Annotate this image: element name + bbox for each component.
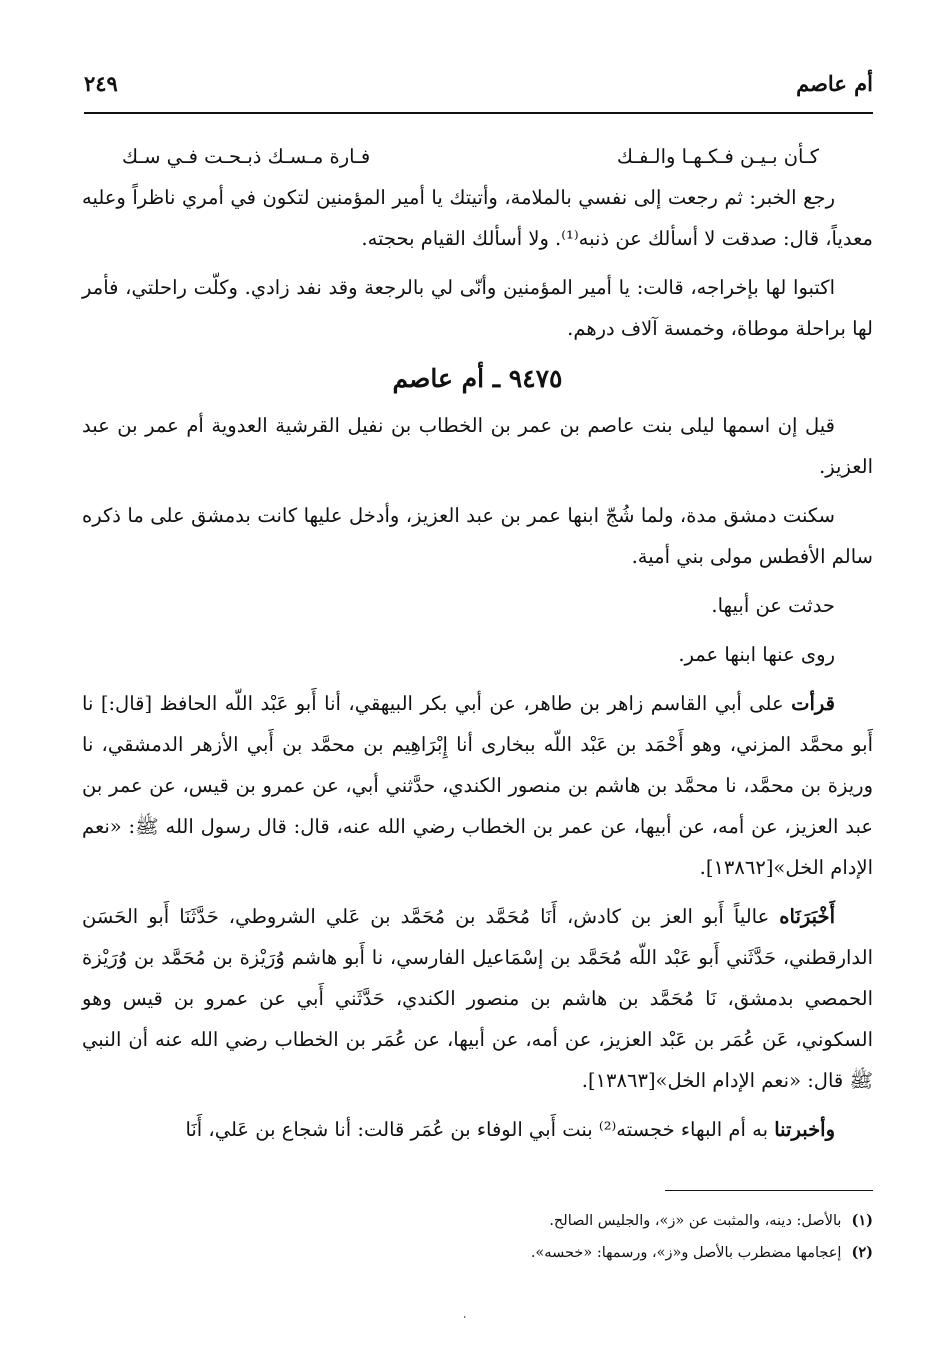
footnote-1-number: (١) [851, 1212, 873, 1229]
footnote-1-text: بالأصل: دينه، والمثبت عن «ز»، والجليس الصالح. [549, 1213, 842, 1229]
running-title: أم عاصم [796, 70, 873, 96]
paragraph-4: سكنت دمشق مدة، ولما شُجّ ابنها عمر بن عبد العزيز، وأدخل عليها كانت بدمشق على ما ذكره سالم الأفطس مولى بني أمية. [82, 504, 873, 568]
running-head [84, 66, 873, 100]
footnotes [84, 1205, 873, 1269]
header-rule [84, 112, 873, 114]
paragraph-3: قيل إن اسمها ليلى بنت عاصم بن عمر بن الخطاب بن نفيل القرشية العدوية أم عمر بن عبد العزيز. [82, 414, 873, 478]
footnote-1 [84, 1205, 873, 1237]
verse-second-hemistich: فـارة مـسـك ذبـحـت فـي سـك [122, 145, 371, 168]
main-text [82, 136, 873, 1158]
paragraph-1: رجع الخبر: ثم رجعت إلى نفسي بالملامة، وأتيتك يا أمير المؤمنين لتكون في أمري ناظراً وعليه معدياً، قال: صدقت لا أسألك عن ذنبه⁽¹⁾. ولا أسألك القيام بحجته. [82, 186, 873, 250]
verse-first-hemistich: كـأن بـيـن فـكـهـا والـفـك [616, 145, 819, 168]
footnote-rule [665, 1190, 873, 1191]
paragraph-2: اكتبوا لها بإخراجه، قالت: يا أمير المؤمنين وأنّى لي بالرجعة وقد نفد زادي. وكلّت راحلتي، فأمر لها براحلة موطاة، وخمسة آلاف درهم. [82, 276, 873, 340]
paragraph-6: روى عنها ابنها عمر. [678, 643, 835, 666]
paragraph-8 [82, 896, 873, 1101]
bottom-mark: ، [463, 1310, 467, 1321]
footnote-2 [84, 1237, 873, 1269]
footnote-2-number: (٢) [851, 1244, 873, 1261]
paragraph-5: حدثت عن أبيها. [711, 594, 835, 617]
paragraph-7 [82, 683, 873, 888]
paragraph-9 [82, 1109, 873, 1150]
paragraph-8-lead: أَخْبَرَنَاه [779, 905, 835, 928]
paragraph-9-lead: وأخبرتنا [774, 1118, 835, 1141]
entry-title: ٩٤٧٥ ـ أم عاصم [392, 364, 563, 393]
poetry-verse [82, 136, 873, 177]
paragraph-8-body: عالياً أَبو العز بن كادش، أَنَا مُحَمَّد بن مُحَمَّد بن عَلي الشروطي، حَدَّثَنَا أَبو الحَسَن الدارقطني، حَدَّثَني أَبو عَبْد اللّه مُحَمَّد بن إسْمَاعيل الفارسي، نا أَبو هاشم وُرَيْزة بن مُحَمَّد بن وُرَيْزة الحمصي بدمشق، نَا مُحَمَّد بن هاشم بن منصور الكندي، حَدَّثَني أَبي عن عمرو بن قيس وهو السكوني، عَن عُمَر بن عَبْد العزيز، عن أمه، عن أبيها، عن عُمَر بن الخطاب رضي الله عنه أن النبي ﷺ قال: «نعم الإدام الخل»[١٣٨٦٣]. [82, 905, 873, 1092]
paragraph-9-body: به أم البهاء خجسته⁽²⁾ بنت أَبي الوفاء بن عُمَر قالت: أنا شجاع بن عَلي، أَنَا [185, 1118, 775, 1141]
paragraph-7-body: على أبي القاسم زاهر بن طاهر، عن أبي بكر البيهقي، أنا أَبو عَبْد اللّه الحافظ [قال:] نا أَبو محمَّد المزني، وهو أَحْمَد بن عَبْد اللّه ببخارى أنا إِبْرَاهِيم بن محمَّد بن أَبي الأزهر الدمشقي، نا وريزة بن محمَّد، نا محمَّد بن هاشم بن منصور الكندي، حدَّثني أبي، عن عمرو بن قيس، عن عمر بن عبد العزيز، عن أمه، عن أبيها، عن عمر بن الخطاب رضي الله عنه، قال: قال رسول الله ﷺ: «نعم الإدام الخل»[١٣٨٦٢]. [82, 692, 873, 879]
footnote-2-text: إعجامها مضطرب بالأصل و«ز»، ورسمها: «خحسه». [530, 1245, 842, 1261]
paragraph-7-lead: قرأت [791, 692, 835, 715]
page-number: ٢٤٩ [84, 70, 118, 96]
